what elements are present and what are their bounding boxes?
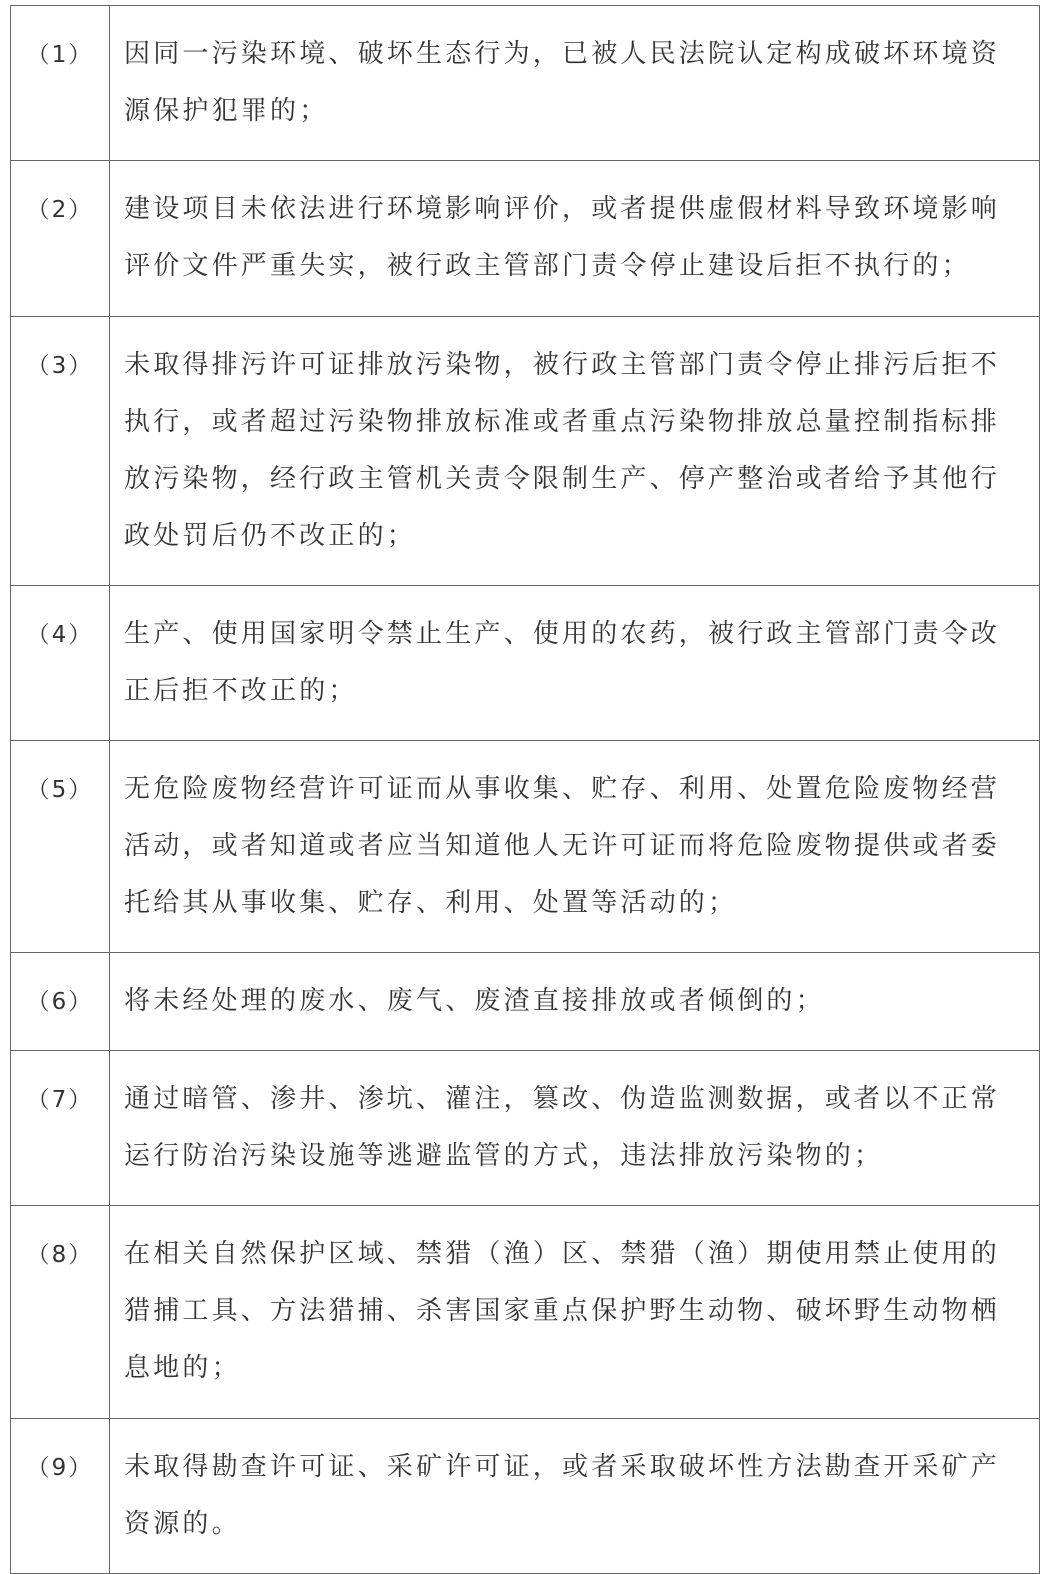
item-number: （7） bbox=[11, 1051, 110, 1206]
item-text: 生产、使用国家明令禁止生产、使用的农药，被行政主管部门责令改正后拒不改正的； bbox=[110, 586, 1040, 741]
item-text: 在相关自然保护区域、禁猎（渔）区、禁猎（渔）期使用禁止使用的猎捕工具、方法猎捕、杀害国家重点保护野生动物、破坏野生动物栖息地的； bbox=[110, 1206, 1040, 1419]
table-row bbox=[11, 317, 1040, 586]
item-text: 未取得勘查许可证、采矿许可证，或者采取破坏性方法勘查开采矿产资源的。 bbox=[110, 1419, 1040, 1574]
table-row bbox=[11, 953, 1040, 1051]
item-text: 未取得排污许可证排放污染物，被行政主管部门责令停止排污后拒不执行，或者超过污染物排放标准或者重点污染物排放总量控制指标排放污染物，经行政主管机关责令限制生产、停产整治或者给予其他行政处罚后仍不改正的； bbox=[110, 317, 1040, 586]
item-text: 建设项目未依法进行环境影响评价，或者提供虚假材料导致环境影响评价文件严重失实，被行政主管部门责令停止建设后拒不执行的； bbox=[110, 161, 1040, 317]
table-row bbox=[11, 1051, 1040, 1206]
item-number: （4） bbox=[11, 586, 110, 741]
table-row bbox=[11, 741, 1040, 953]
item-number: （1） bbox=[11, 6, 110, 161]
clause-table bbox=[10, 5, 1040, 1574]
item-number: （9） bbox=[11, 1419, 110, 1574]
table-row bbox=[11, 1419, 1040, 1574]
table-row bbox=[11, 161, 1040, 317]
item-text: 无危险废物经营许可证而从事收集、贮存、利用、处置危险废物经营活动，或者知道或者应当知道他人无许可证而将危险废物提供或者委托给其从事收集、贮存、利用、处置等活动的； bbox=[110, 741, 1040, 953]
table-row bbox=[11, 1206, 1040, 1419]
item-number: （2） bbox=[11, 161, 110, 317]
item-number: （6） bbox=[11, 953, 110, 1051]
item-number: （5） bbox=[11, 741, 110, 953]
table-row bbox=[11, 6, 1040, 161]
item-text: 将未经处理的废水、废气、废渣直接排放或者倾倒的； bbox=[110, 953, 1040, 1051]
item-text: 因同一污染环境、破坏生态行为，已被人民法院认定构成破坏环境资源保护犯罪的； bbox=[110, 6, 1040, 161]
table-row bbox=[11, 586, 1040, 741]
item-number: （8） bbox=[11, 1206, 110, 1419]
item-number: （3） bbox=[11, 317, 110, 586]
item-text: 通过暗管、渗井、渗坑、灌注，篡改、伪造监测数据，或者以不正常运行防治污染设施等逃避监管的方式，违法排放污染物的； bbox=[110, 1051, 1040, 1206]
